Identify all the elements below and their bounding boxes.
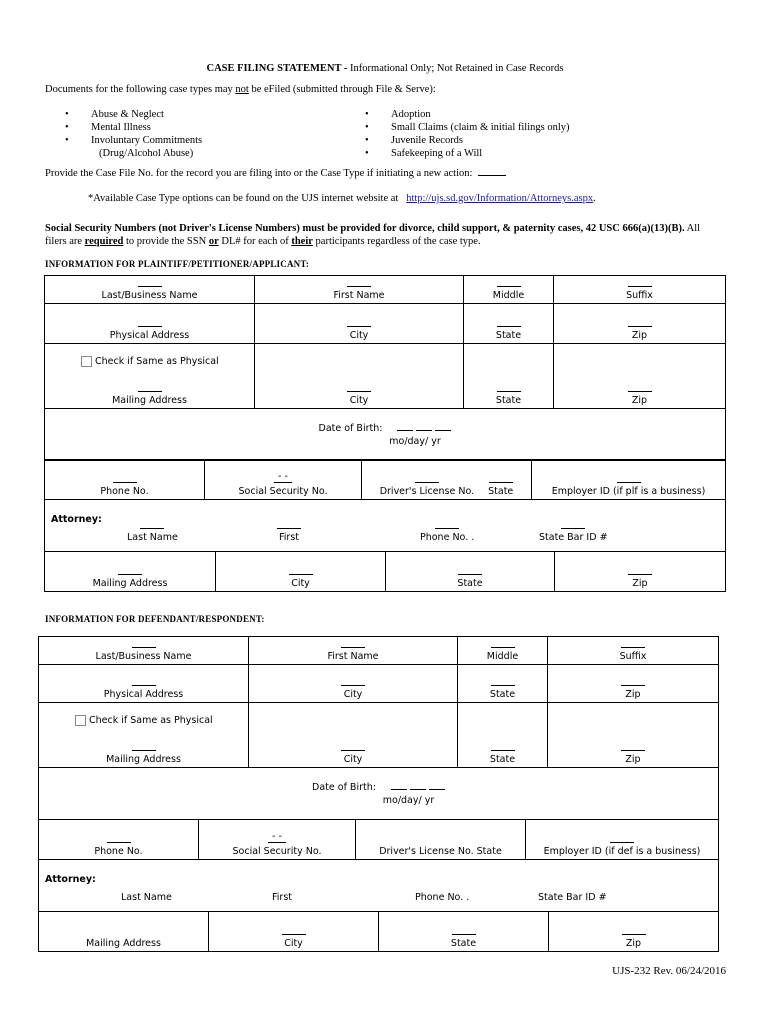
intro-not: not	[235, 84, 249, 95]
defendant-atty-zip-cell[interactable]: Zip	[549, 912, 719, 952]
defendant-middle-cell[interactable]: Middle	[458, 637, 548, 665]
plaintiff-atty-zip-cell[interactable]: Zip	[555, 552, 726, 592]
ssn-their: their	[291, 236, 313, 247]
defendant-mailing-state-cell[interactable]: State	[458, 703, 548, 768]
defendant-ssn-cell[interactable]: - - Social Security No.	[199, 820, 356, 860]
plaintiff-mailing-address-cell[interactable]: Check if Same as Physical Mailing Address	[45, 344, 255, 409]
plaintiff-name-table	[44, 275, 726, 461]
list-item: • Small Claims (claim & initial filings only)	[365, 122, 570, 133]
defendant-last-name-cell[interactable]: Last/Business Name	[39, 637, 249, 665]
defendant-mailing-zip-cell[interactable]: Zip	[548, 703, 719, 768]
defendant-mailing-city-cell[interactable]: City	[249, 703, 458, 768]
defendant-atty-city-cell[interactable]: City	[209, 912, 379, 952]
dob-format: mo/day/ yr	[382, 795, 435, 806]
defendant-name-table	[38, 636, 719, 820]
defendant-physical-address-cell[interactable]: Physical Address	[39, 665, 249, 703]
ssn-line2-d: participants regardless of the case type.	[312, 236, 481, 247]
available-line	[88, 193, 596, 204]
ssn-notice-all: All	[684, 223, 701, 234]
plaintiff-dl-cell[interactable]: Driver's License No. State	[362, 460, 532, 500]
ssn-notice	[45, 222, 730, 248]
defendant-attorney-cell[interactable]: Attorney: Last Name First Phone No. . State Bar ID #	[39, 860, 719, 912]
plaintiff-zip-cell[interactable]: Zip	[554, 304, 726, 344]
plaintiff-first-name-cell[interactable]: First Name	[255, 276, 464, 304]
defendant-id-table	[38, 819, 719, 912]
list-item: • Adoption	[365, 109, 431, 120]
case-number-field[interactable]	[478, 167, 506, 176]
defendant-employer-cell[interactable]: Employer ID (if def is a business)	[526, 820, 719, 860]
defendant-dl-cell[interactable]: Driver's License No. State	[356, 820, 526, 860]
plaintiff-mailing-zip-cell[interactable]: Zip	[554, 344, 726, 409]
attorney-label: Attorney:	[45, 874, 96, 885]
ssn-or: or	[208, 236, 219, 247]
plaintiff-same-as-physical[interactable]: Check if Same as Physical	[81, 356, 219, 367]
defendant-state-cell[interactable]: State	[458, 665, 548, 703]
dob-label: Date of Birth:	[318, 423, 383, 434]
attorney-label: Attorney:	[51, 514, 102, 525]
list-item: • Mental Illness	[65, 122, 151, 133]
list-item: • Abuse & Neglect	[65, 109, 164, 120]
plaintiff-atty-state-cell[interactable]: State	[386, 552, 555, 592]
form-title-rest: Informational Only; Not Retained in Case Records	[347, 63, 564, 74]
ssn-line2-a: filers are	[45, 236, 85, 247]
plaintiff-city-cell[interactable]: City	[255, 304, 464, 344]
plaintiff-mailing-state-cell[interactable]: State	[464, 344, 554, 409]
ujs-website-link[interactable]: http://ujs.sd.gov/Information/Attorneys.aspx	[406, 193, 594, 204]
plaintiff-attorney-address-table	[44, 551, 726, 592]
plaintiff-heading: INFORMATION FOR PLAINTIFF/PETITIONER/APPLICANT:	[45, 259, 310, 269]
defendant-heading: INFORMATION FOR DEFENDANT/RESPONDENT:	[45, 614, 265, 624]
list-item: • Safekeeping of a Will	[365, 148, 483, 159]
plaintiff-phone-cell[interactable]: Phone No.	[45, 460, 205, 500]
plaintiff-attorney-cell[interactable]: Attorney: Last Name First Phone No. . State Bar ID #	[45, 500, 726, 552]
plaintiff-ssn-cell[interactable]: - - Social Security No.	[205, 460, 362, 500]
plaintiff-dob-cell[interactable]	[45, 409, 726, 461]
plaintiff-employer-cell[interactable]: Employer ID (if plf is a business)	[532, 460, 726, 500]
list-item-sub: (Drug/Alcohol Abuse)	[99, 148, 194, 159]
plaintiff-state-cell[interactable]: State	[464, 304, 554, 344]
defendant-atty-mailing-cell[interactable]: Mailing Address	[39, 912, 209, 952]
defendant-city-cell[interactable]: City	[249, 665, 458, 703]
case-types-left	[65, 108, 202, 160]
provide-line	[45, 167, 506, 179]
intro-pre: Documents for the following case types may	[45, 84, 236, 95]
available-text: *Available Case Type options can be found on the UJS internet website at	[88, 193, 399, 204]
plaintiff-physical-address-cell[interactable]: Physical Address	[45, 304, 255, 344]
ssn-required: required	[84, 236, 124, 247]
defendant-first-name-cell[interactable]: First Name	[249, 637, 458, 665]
intro-text	[45, 84, 436, 95]
checkbox-icon[interactable]	[75, 715, 86, 726]
dob-format: mo/day/ yr	[389, 436, 441, 447]
defendant-mailing-address-cell[interactable]: Check if Same as Physical Mailing Address	[39, 703, 249, 768]
ssn-line2-c: DL# for each of	[218, 236, 292, 247]
list-item: • Juvenile Records	[365, 135, 464, 146]
ssn-notice-bold: Social Security Numbers (not Driver's License Numbers) must be provided for divorce, child support, & paternity cases, 42 USC 666(a)(13)(B).	[45, 223, 685, 234]
defendant-phone-cell[interactable]: Phone No.	[39, 820, 199, 860]
defendant-dob-cell[interactable]	[39, 768, 719, 820]
checkbox-icon[interactable]	[81, 356, 92, 367]
defendant-zip-cell[interactable]: Zip	[548, 665, 719, 703]
form-revision: UJS-232 Rev. 06/24/2016	[612, 965, 726, 977]
available-end: .	[593, 193, 596, 204]
defendant-suffix-cell[interactable]: Suffix	[548, 637, 719, 665]
plaintiff-mailing-city-cell[interactable]: City	[255, 344, 464, 409]
plaintiff-atty-city-cell[interactable]: City	[216, 552, 386, 592]
defendant-same-as-physical[interactable]: Check if Same as Physical	[75, 715, 213, 726]
ssn-line2-b: to provide the SSN	[123, 236, 209, 247]
intro-post: be eFiled (submitted through File & Serve):	[248, 84, 436, 95]
case-types-right	[365, 108, 570, 160]
list-item: • Involuntary Commitments	[65, 135, 203, 146]
defendant-attorney-address-table	[38, 911, 719, 952]
plaintiff-atty-mailing-cell[interactable]: Mailing Address	[45, 552, 216, 592]
dob-label: Date of Birth:	[312, 782, 376, 793]
plaintiff-middle-cell[interactable]: Middle	[464, 276, 554, 304]
provide-text: Provide the Case File No. for the record you are filing into or the Case Type if initiating a new action:	[45, 168, 473, 179]
plaintiff-last-name-cell[interactable]: Last/Business Name	[45, 276, 255, 304]
defendant-atty-state-cell[interactable]: State	[379, 912, 549, 952]
form-title	[0, 63, 770, 74]
form-title-bold: CASE FILING STATEMENT -	[206, 63, 348, 74]
plaintiff-id-table	[44, 459, 726, 552]
plaintiff-suffix-cell[interactable]: Suffix	[554, 276, 726, 304]
